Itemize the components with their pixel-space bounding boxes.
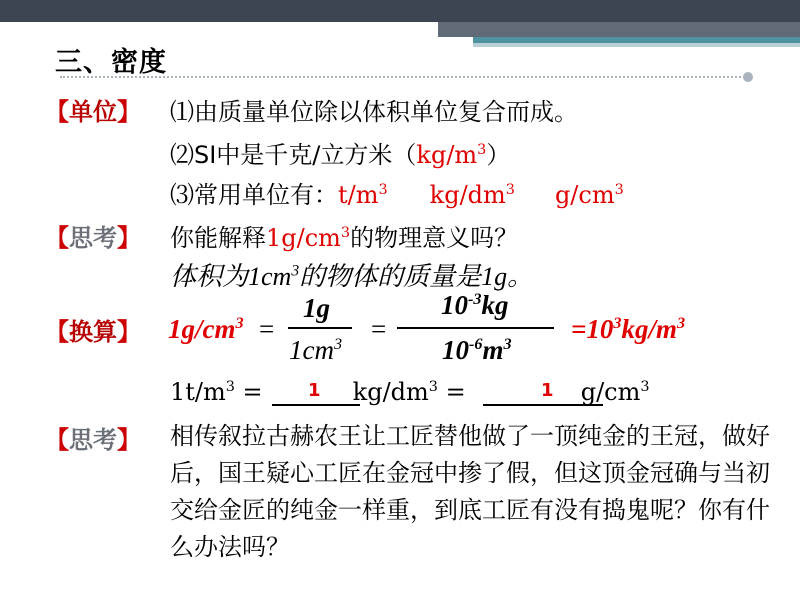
unit-base: kg/dm bbox=[429, 181, 506, 209]
units-line-3 bbox=[170, 175, 624, 210]
l2-unit-c: g/cm bbox=[580, 378, 641, 406]
unit-base: g/cm bbox=[554, 181, 615, 209]
think-1-question bbox=[170, 218, 518, 253]
den-base: 1cm bbox=[289, 335, 334, 365]
tag-bracket-right: 】 bbox=[117, 98, 141, 126]
tag-convert bbox=[45, 312, 141, 347]
result-unit-exp: 3 bbox=[677, 314, 686, 332]
si-unit bbox=[416, 141, 486, 169]
den-unit: m bbox=[482, 335, 504, 365]
tag-bracket-left: 【 bbox=[45, 318, 69, 346]
unit-kg-dm3 bbox=[430, 181, 515, 209]
tag-bracket-right: 】 bbox=[117, 318, 141, 346]
tag-label: 思考 bbox=[69, 426, 117, 454]
tag-think-2 bbox=[45, 420, 141, 455]
den-base: 10 bbox=[442, 335, 469, 365]
tag-units bbox=[45, 92, 141, 127]
answer-exp: 3 bbox=[291, 262, 300, 280]
question-unit-exp: 3 bbox=[340, 225, 351, 241]
result-unit: kg/m bbox=[621, 314, 677, 344]
num-unit: kg bbox=[481, 290, 509, 320]
convert-result bbox=[571, 314, 685, 345]
den-unit-exp: 3 bbox=[503, 335, 512, 353]
l2-unit-c-exp: 3 bbox=[640, 379, 650, 395]
header-bar-dark bbox=[0, 0, 800, 22]
l2-unit-a: 1t/m bbox=[170, 378, 226, 406]
frac-1-bar bbox=[288, 327, 352, 329]
divider-end-dot bbox=[743, 72, 753, 82]
convert-lhs bbox=[168, 314, 244, 345]
l2-eq-1: = bbox=[234, 378, 263, 406]
think-1-answer bbox=[170, 256, 533, 293]
convert-eq-2: = bbox=[371, 314, 387, 344]
units-line-1: ⑴由质量单位除以体积单位复合而成。 bbox=[170, 98, 578, 126]
frac-1-denominator bbox=[289, 335, 342, 366]
unit-g-cm3 bbox=[555, 181, 624, 209]
blank-1-answer: 1 bbox=[308, 380, 321, 401]
result-exp: 3 bbox=[613, 314, 622, 332]
unit-exp: 3 bbox=[505, 182, 515, 198]
frac-1-numerator: 1g bbox=[303, 293, 330, 323]
slide-title: 三、密度 bbox=[55, 47, 167, 78]
answer-part-a: 体积为1cm bbox=[170, 262, 292, 291]
frac-2-denominator bbox=[442, 335, 512, 366]
den-exp: 3 bbox=[333, 335, 343, 353]
question-prefix: 你能解释 bbox=[170, 224, 266, 252]
tag-bracket-left: 【 bbox=[45, 98, 69, 126]
blank-1-underline bbox=[272, 404, 360, 406]
header-bar-light bbox=[473, 43, 800, 47]
tag-bracket-left: 【 bbox=[45, 426, 69, 454]
tag-think-1 bbox=[45, 218, 141, 253]
si-unit-base: kg/m bbox=[416, 141, 478, 169]
lhs-exp: 3 bbox=[235, 314, 244, 332]
den-exp: -6 bbox=[469, 335, 483, 353]
title-divider bbox=[60, 76, 745, 78]
lhs-base: 1g/cm bbox=[168, 314, 236, 344]
answer-part-b: 的物体的质量是1g。 bbox=[299, 262, 534, 291]
tag-label: 换算 bbox=[69, 318, 117, 346]
question-unit-base: 1g/cm bbox=[266, 224, 341, 252]
l2-eq-2: = bbox=[437, 378, 466, 406]
l2-unit-b: kg/dm bbox=[352, 378, 429, 406]
si-unit-exp: 3 bbox=[477, 142, 487, 158]
unit-base: t/m bbox=[338, 181, 379, 209]
tag-bracket-right: 】 bbox=[117, 426, 141, 454]
convert-line-2 bbox=[170, 378, 650, 406]
question-unit bbox=[266, 224, 350, 252]
think-2-paragraph: 相传叙拉古赫农王让工匠替他做了一顶纯金的王冠，做好后，国王疑心工匠在金冠中掺了假，但这顶金冠确与当初交给金匠的纯金一样重，到底工匠有没有捣鬼呢？你有什么办法吗？ bbox=[170, 422, 770, 561]
convert-eq-1: = bbox=[259, 314, 275, 344]
l2-unit-b-exp: 3 bbox=[428, 379, 438, 395]
tag-bracket-left: 【 bbox=[45, 224, 69, 252]
num-exp: -3 bbox=[468, 290, 482, 308]
unit-exp: 3 bbox=[378, 182, 388, 198]
blank-2-answer: 1 bbox=[541, 380, 554, 401]
tag-bracket-right: 】 bbox=[117, 224, 141, 252]
tag-label: 思考 bbox=[69, 224, 117, 252]
num-base: 10 bbox=[441, 290, 468, 320]
units-line-2-suffix: ） bbox=[486, 141, 511, 169]
l2-unit-a-exp: 3 bbox=[225, 379, 235, 395]
header-bar-mid bbox=[438, 22, 800, 37]
units-line-2 bbox=[170, 135, 510, 170]
frac-2-bar bbox=[397, 327, 554, 329]
blank-2-underline bbox=[483, 404, 603, 406]
tag-label: 单位 bbox=[69, 98, 117, 126]
frac-2-numerator bbox=[441, 290, 508, 321]
units-line-2-prefix: ⑵SI中是千克/立方米（ bbox=[170, 141, 417, 169]
question-suffix: 的物理意义吗？ bbox=[350, 224, 519, 252]
unit-t-m3 bbox=[338, 181, 388, 209]
unit-exp: 3 bbox=[614, 182, 624, 198]
result-base: =10 bbox=[571, 314, 614, 344]
units-line-3-prefix: ⑶常用单位有： bbox=[170, 181, 338, 209]
